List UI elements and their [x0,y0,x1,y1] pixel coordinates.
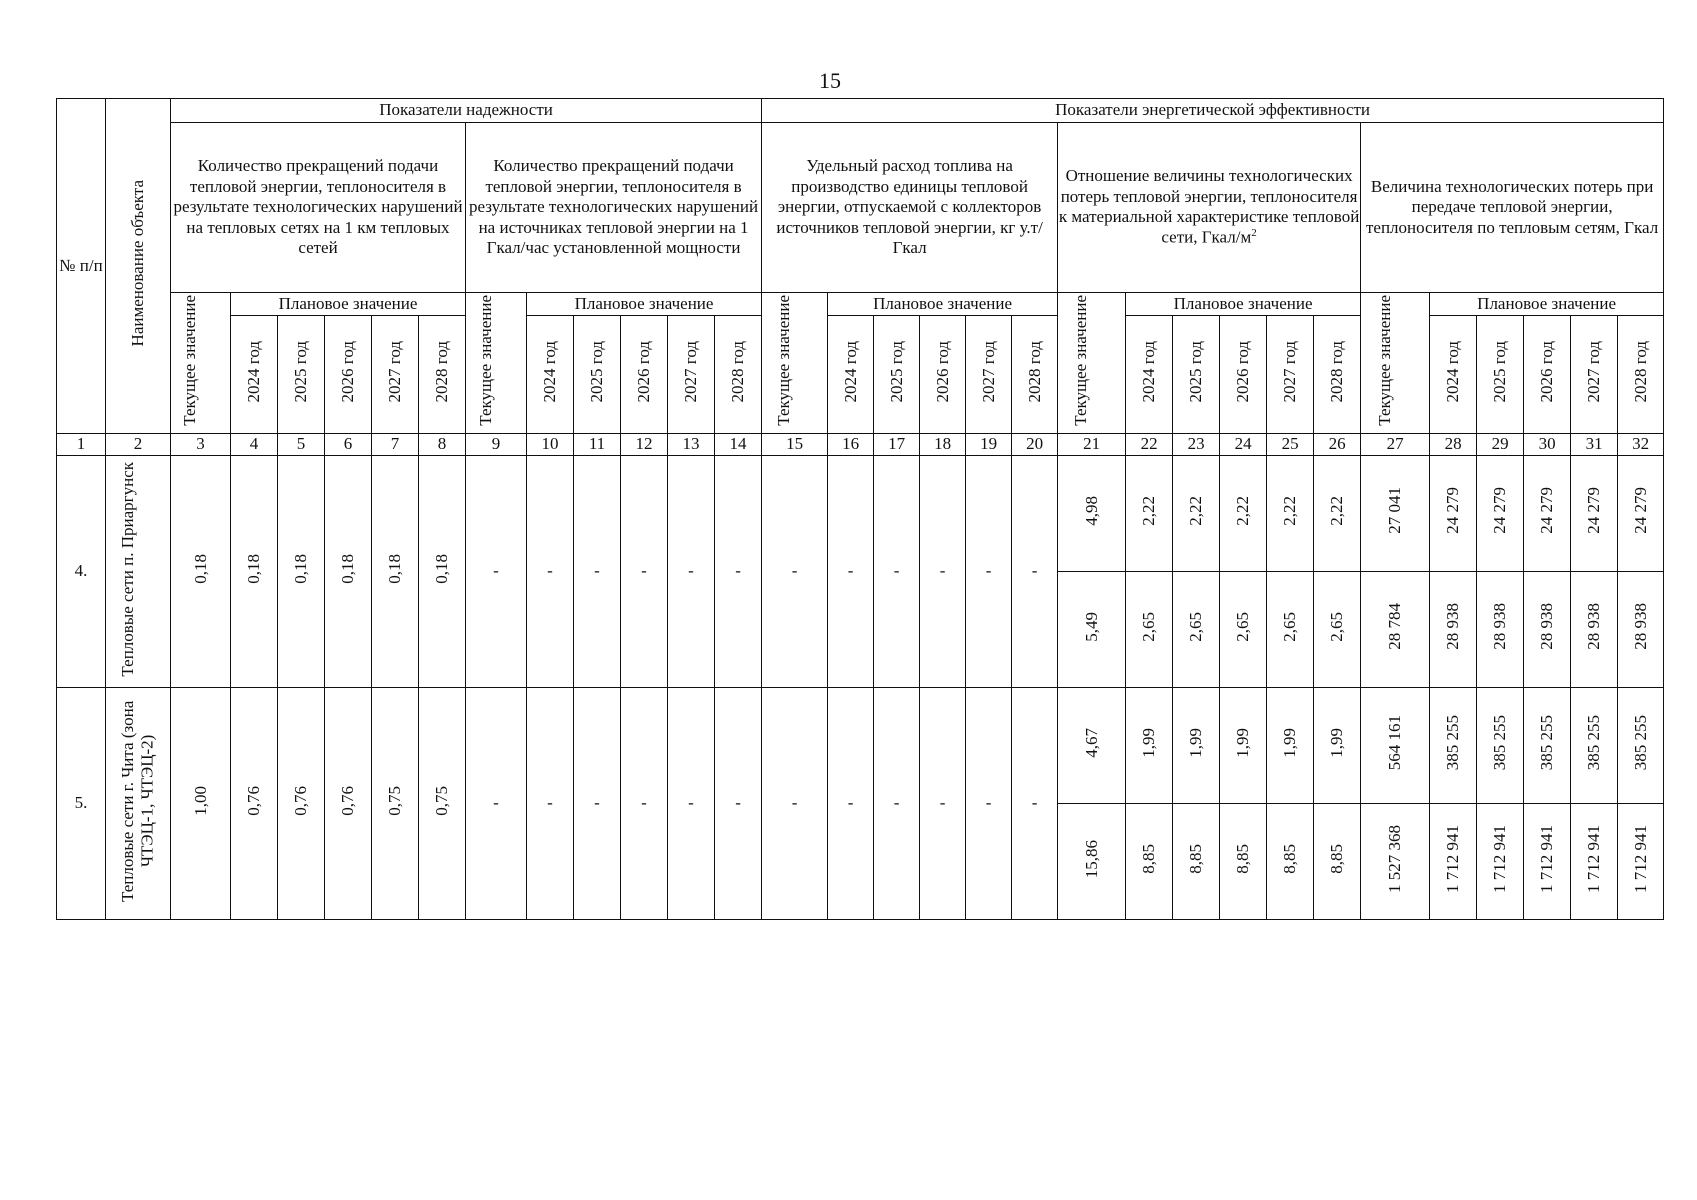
row-number: 4. [57,456,106,688]
cell-value: - [735,561,741,581]
column-number: 16 [828,433,874,455]
empty-value-cell [527,687,574,919]
year-label: 2024 год [1443,340,1463,403]
year-label: 2028 год [728,340,748,403]
empty-value-cell [574,687,621,919]
year-header [874,315,920,433]
column-number: 8 [419,433,466,455]
cell-value: 5,49 [1081,611,1101,642]
current-value-header [1361,292,1430,433]
empty-value-cell [668,456,715,688]
cell-value: 28 938 [1443,603,1463,651]
column-number: 27 [1361,433,1430,455]
current-value-label: Текущее значение [1374,294,1394,426]
empty-value-cell [574,456,621,688]
value-cell [231,456,278,688]
column-number: 5 [278,433,325,455]
value-cell [1618,572,1664,688]
year-label: 2024 год [840,340,860,403]
cell-value: 15,86 [1081,839,1101,878]
planned-value-header: Плановое значение [828,292,1058,315]
planned-value-header: Плановое значение [527,292,762,315]
year-header [715,315,762,433]
cell-value: 2,65 [1233,611,1253,642]
year-label: 2027 год [385,340,405,403]
cell-value: 1 712 941 [1537,824,1557,893]
value-cell [1524,803,1571,919]
cell-value: 0,75 [432,785,452,816]
year-header [278,315,325,433]
value-cell [1430,803,1477,919]
column-number: 12 [621,433,668,455]
object-name-label: Тепловые сети г. Чита (зона ЧТЭЦ-1, ЧТЭЦ-2) [117,700,157,902]
value-cell [1267,456,1314,572]
empty-value-cell [715,687,762,919]
year-header [372,315,419,433]
current-value-label: Текущее значение [774,294,794,426]
column-number: 21 [1058,433,1126,455]
value-cell [1267,572,1314,688]
indicator-header: Величина технологических потерь при передаче тепловой энергии, теплоносителя по тепловым сетям, Гкал [1361,123,1664,292]
column-number: 26 [1314,433,1361,455]
cell-value: 8,85 [1139,843,1159,874]
cell-value: 0,18 [432,553,452,584]
cell-value: - [939,793,946,813]
value-cell [1477,456,1524,572]
empty-value-cell [715,456,762,688]
year-label: 2026 год [338,340,358,403]
cell-value: - [547,561,553,581]
cell-value: 385 255 [1584,715,1604,771]
cell-value: 24 279 [1537,487,1557,535]
value-cell [1220,803,1267,919]
cell-value: 385 255 [1537,715,1557,771]
column-number: 7 [372,433,419,455]
cell-value: 0,18 [190,553,210,584]
value-cell [1173,572,1220,688]
current-value-header [466,292,527,433]
cell-value: 1 712 941 [1443,824,1463,893]
year-header [1314,315,1361,433]
cell-value: 24 279 [1584,487,1604,535]
value-cell [325,687,372,919]
value-cell [1571,803,1618,919]
column-number: 4 [231,433,278,455]
cell-value: 2,22 [1280,495,1300,526]
column-number: 6 [325,433,372,455]
value-cell [171,456,231,688]
year-header [920,315,966,433]
indicator-header: Количество прекращений подачи тепловой энергии, теплоносителя в результате технологических нарушений на источниках тепловой энергии на 1 Гкал/час установленной мощности [466,123,762,292]
cell-value: 2,22 [1186,495,1206,526]
cell-value: 1 712 941 [1490,824,1510,893]
value-cell [1220,572,1267,688]
cell-value: 1,99 [1233,727,1253,758]
value-cell [1361,456,1430,572]
year-label: 2027 год [1584,340,1604,403]
empty-value-cell [762,456,828,688]
year-label: 2025 год [1186,340,1206,403]
value-cell [1571,572,1618,688]
year-label: 2026 год [932,340,952,403]
column-number: 14 [715,433,762,455]
value-cell [1618,687,1664,803]
empty-value-cell [874,687,920,919]
year-header [1220,315,1267,433]
value-cell [1477,687,1524,803]
cell-value: 28 938 [1584,603,1604,651]
planned-value-header: Плановое значение [231,292,466,315]
current-value-header [171,292,231,433]
column-number: 9 [466,433,527,455]
column-number: 11 [574,433,621,455]
cell-value: 564 161 [1385,715,1405,771]
year-header [574,315,621,433]
cell-value: - [985,561,992,581]
cell-value: 1,99 [1327,727,1347,758]
empty-value-cell [466,456,527,688]
value-cell [1618,803,1664,919]
efficiency-group-header: Показатели энергетической эффективности [762,99,1664,123]
column-number: 31 [1571,433,1618,455]
year-label: 2025 год [587,340,607,403]
current-value-header [1058,292,1126,433]
cell-value: 0,18 [244,553,264,584]
cell-value: - [594,561,600,581]
cell-value: 24 279 [1443,487,1463,535]
num-header: № п/п [57,99,106,434]
cell-value: - [893,793,900,813]
value-cell [1314,687,1361,803]
column-number: 2 [106,433,171,455]
value-cell [1173,456,1220,572]
value-cell [1314,572,1361,688]
year-label: 2026 год [1233,340,1253,403]
year-header [1571,315,1618,433]
column-number: 25 [1267,433,1314,455]
cell-value: 2,22 [1327,495,1347,526]
cell-value: 2,22 [1233,495,1253,526]
year-label: 2027 год [978,340,998,403]
cell-value: - [688,793,694,813]
value-cell [231,687,278,919]
cell-value: 8,85 [1280,843,1300,874]
empty-value-cell [1012,456,1058,688]
cell-value: 0,76 [338,785,358,816]
year-label: 2028 год [1024,340,1044,403]
cell-value: 28 938 [1537,603,1557,651]
cell-value: 1 712 941 [1630,824,1650,893]
year-header [325,315,372,433]
column-number: 1 [57,433,106,455]
value-cell [1477,803,1524,919]
year-header [1430,315,1477,433]
cell-value: 4,98 [1081,495,1101,526]
value-cell [1477,572,1524,688]
object-name [106,456,171,688]
year-label: 2026 год [634,340,654,403]
cell-value: - [493,793,499,813]
cell-value: 4,67 [1081,727,1101,758]
value-cell [1267,687,1314,803]
empty-value-cell [920,687,966,919]
year-header [231,315,278,433]
empty-value-cell [966,456,1012,688]
year-label: 2028 год [1630,340,1650,403]
column-number: 19 [966,433,1012,455]
cell-value: 2,65 [1186,611,1206,642]
cell-value: 28 938 [1630,603,1650,651]
cell-value: 1,00 [190,785,210,816]
cell-value: - [847,561,854,581]
column-number: 18 [920,433,966,455]
value-cell [1430,572,1477,688]
cell-value: 0,76 [291,785,311,816]
empty-value-cell [966,687,1012,919]
year-header [1126,315,1173,433]
cell-value: - [641,561,647,581]
year-label: 2028 год [432,340,452,403]
cell-value: - [493,561,499,581]
row-number: 5. [57,687,106,919]
cell-value: 2,65 [1280,611,1300,642]
value-cell [1524,687,1571,803]
value-cell [1314,803,1361,919]
year-label: 2028 год [1327,340,1347,403]
value-cell [325,456,372,688]
value-cell [1267,803,1314,919]
indicators-table [56,98,1664,920]
cell-value: - [735,793,741,813]
name-header: Наименование объекта [106,99,171,434]
column-number: 15 [762,433,828,455]
cell-value: 1,99 [1139,727,1159,758]
value-cell [1220,456,1267,572]
cell-value: 27 041 [1385,487,1405,535]
empty-value-cell [874,456,920,688]
year-label: 2027 год [681,340,701,403]
value-cell [1361,687,1430,803]
column-number: 17 [874,433,920,455]
year-header [1267,315,1314,433]
value-cell [419,687,466,919]
cell-value: 28 938 [1490,603,1510,651]
cell-value: - [688,561,694,581]
empty-value-cell [762,687,828,919]
cell-value: - [985,793,992,813]
cell-value: 28 784 [1385,603,1405,651]
year-header [1173,315,1220,433]
value-cell [1571,687,1618,803]
column-number: 24 [1220,433,1267,455]
value-cell [1524,572,1571,688]
cell-value: 8,85 [1186,843,1206,874]
indicator-header: Удельный расход топлива на производство единицы тепловой энергии, отпускаемой с коллекторов источников тепловой энергии, кг у.т/Гкал [762,123,1058,292]
year-header [527,315,574,433]
year-header [966,315,1012,433]
value-cell [171,687,231,919]
value-cell [278,687,325,919]
cell-value: - [939,561,946,581]
planned-value-header: Плановое значение [1126,292,1361,315]
empty-value-cell [621,456,668,688]
value-cell [1126,803,1173,919]
value-cell [1058,687,1126,803]
value-cell [1314,456,1361,572]
cell-value: 1 712 941 [1584,824,1604,893]
year-label: 2026 год [1537,340,1557,403]
value-cell [1126,687,1173,803]
cell-value: - [1031,561,1038,581]
cell-value: 0,75 [385,785,405,816]
year-header [621,315,668,433]
column-number: 20 [1012,433,1058,455]
value-cell [372,456,419,688]
value-cell [1430,687,1477,803]
cell-value: - [1031,793,1038,813]
cell-value: 0,18 [338,553,358,584]
current-value-label: Текущее значение [1071,294,1091,426]
cell-value: 8,85 [1233,843,1253,874]
cell-value: 24 279 [1630,487,1650,535]
current-value-header [762,292,828,433]
value-cell [1361,572,1430,688]
year-header [668,315,715,433]
cell-value: 2,22 [1139,495,1159,526]
value-cell [1058,803,1126,919]
cell-value: - [893,561,900,581]
empty-value-cell [1012,687,1058,919]
cell-value: 385 255 [1490,715,1510,771]
year-label: 2027 год [1280,340,1300,403]
value-cell [1173,687,1220,803]
year-header [419,315,466,433]
column-number: 32 [1618,433,1664,455]
year-header [1012,315,1058,433]
year-header [1524,315,1571,433]
column-number: 28 [1430,433,1477,455]
year-label: 2025 год [1490,340,1510,403]
empty-value-cell [527,456,574,688]
empty-value-cell [920,456,966,688]
value-cell [1173,803,1220,919]
indicator-header: Количество прекращений подачи тепловой энергии, теплоносителя в результате технологических нарушений на тепловых сетях на 1 км тепловых сетей [171,123,466,292]
column-number: 3 [171,433,231,455]
value-cell [1126,456,1173,572]
cell-value: 1,99 [1186,727,1206,758]
cell-value: 1 527 368 [1385,824,1405,893]
year-label: 2025 год [886,340,906,403]
column-number: 22 [1126,433,1173,455]
cell-value: - [594,793,600,813]
cell-value: 24 279 [1490,487,1510,535]
cell-value: - [791,793,798,813]
empty-value-cell [828,456,874,688]
cell-value: 0,76 [244,785,264,816]
cell-value: 385 255 [1443,715,1463,771]
empty-value-cell [668,687,715,919]
year-label: 2024 год [540,340,560,403]
indicator-header: Отношение величины технологических потерь тепловой энергии, теплоносителя к материальной характеристике тепловой сети, Гкал/$м^2$ [1058,123,1361,292]
year-label: 2025 год [291,340,311,403]
empty-value-cell [828,687,874,919]
cell-value: 8,85 [1327,843,1347,874]
value-cell [1430,456,1477,572]
value-cell [1220,687,1267,803]
value-cell [1524,456,1571,572]
year-header [828,315,874,433]
year-label: 2024 год [244,340,264,403]
page-number: 15 [819,68,841,93]
column-number: 30 [1524,433,1571,455]
cell-value: - [547,793,553,813]
cell-value: 1,99 [1280,727,1300,758]
current-value-label: Текущее значение [475,294,495,426]
year-label: 2024 год [1139,340,1159,403]
year-header [1618,315,1664,433]
value-cell [1618,456,1664,572]
value-cell [1361,803,1430,919]
value-cell [1058,456,1126,572]
planned-value-header: Плановое значение [1430,292,1664,315]
column-number: 23 [1173,433,1220,455]
value-cell [278,456,325,688]
cell-value: - [791,561,798,581]
cell-value: 385 255 [1630,715,1650,771]
cell-value: 2,65 [1139,611,1159,642]
value-cell [372,687,419,919]
column-number: 13 [668,433,715,455]
superscript: 2 [1251,227,1257,240]
column-number: 10 [527,433,574,455]
value-cell [1126,572,1173,688]
value-cell [419,456,466,688]
column-number: 29 [1477,433,1524,455]
object-name [106,687,171,919]
current-value-label: Текущее значение [180,294,200,426]
empty-value-cell [466,687,527,919]
cell-value: - [641,793,647,813]
empty-value-cell [621,687,668,919]
value-cell [1058,572,1126,688]
cell-value: 0,18 [291,553,311,584]
year-header [1477,315,1524,433]
object-name-label: Тепловые сети п. Приаргунск [117,461,137,677]
value-cell [1571,456,1618,572]
reliability-group-header: Показатели надежности [171,99,762,123]
cell-value: 2,65 [1327,611,1347,642]
cell-value: - [847,793,854,813]
cell-value: 0,18 [385,553,405,584]
